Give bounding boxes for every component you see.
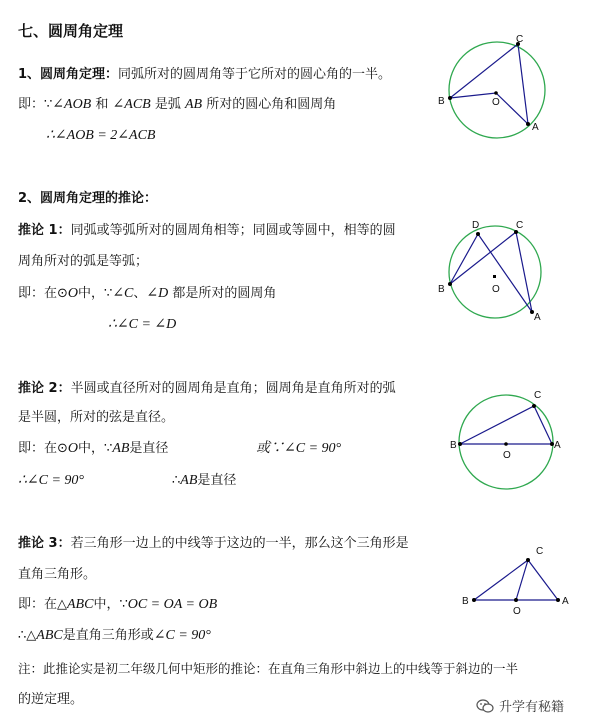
- theorem-ji-line: [18, 96, 336, 114]
- page-title: 七、圆周角定理: [18, 22, 124, 40]
- fig4-label-c: C: [536, 546, 544, 557]
- theorem-conclusion: ∴∠AOB = 2∠ACB: [46, 128, 156, 143]
- fig2-point-o: [493, 275, 496, 278]
- c3-ji-eq: OC = OA = OB: [127, 597, 218, 612]
- fig4-label-o: O: [513, 606, 521, 617]
- fig1-point-a: [526, 122, 530, 126]
- fig3-circle: [459, 395, 553, 489]
- theorem-line: [18, 66, 391, 84]
- c3-ji-abc: ABC: [67, 597, 94, 612]
- fig4-triangle: [474, 560, 558, 600]
- corollary2-label: 推论 2：: [18, 381, 71, 396]
- c1-ji-d: ∠D: [146, 286, 169, 301]
- fig1-point-o: [494, 91, 498, 95]
- fig3-point-b: [458, 442, 462, 446]
- c2-conc2-prefix: ∴: [172, 473, 181, 488]
- corollary3-text1: 若三角形一边上的中线等于这边的一半，那么这个三角形是: [70, 536, 409, 551]
- figure-3-circle: [448, 388, 568, 478]
- fig4-point-b: [472, 598, 476, 602]
- ji-and: 和: [95, 97, 109, 112]
- corollary1-label: 推论 1：: [18, 223, 71, 238]
- c2-ji-mid: 中，∵: [78, 441, 113, 456]
- note-line2: 的逆定理。: [18, 692, 84, 707]
- fig2-label-a: A: [534, 312, 541, 323]
- c2-ji-ab: AB: [112, 441, 130, 456]
- c2-conc2-end: 是直径: [197, 473, 237, 488]
- ji-prefix: 即：∵: [18, 97, 53, 112]
- theorem-heading: 1、圆周角定理：: [18, 67, 119, 82]
- c1-ji-end: 都是所对的圆周角: [172, 286, 277, 301]
- fig3-label-c: C: [534, 390, 542, 401]
- fig3-label-a: A: [554, 440, 561, 451]
- angle-aob: ∠AOB: [52, 97, 92, 112]
- corollary1-text2: 周角所对的弧是等弧；: [18, 254, 149, 269]
- fig4-point-a: [556, 598, 560, 602]
- c2-conc2-ab: AB: [180, 473, 198, 488]
- c3-conc-prefix: ∴△: [18, 628, 37, 643]
- angle-acb: ∠ACB: [112, 97, 151, 112]
- fig2-label-b: B: [438, 284, 445, 295]
- corollary3-ji-line: [18, 596, 217, 614]
- fig2-label-c: C: [516, 220, 524, 231]
- corollary3-line1: [18, 535, 409, 553]
- corollary3-conclusion: [18, 627, 211, 645]
- fig2-point-d: [476, 232, 480, 236]
- corollary1-line1: [18, 222, 396, 240]
- fig2-lines-d: [450, 234, 532, 312]
- arc-ab: AB: [185, 97, 203, 112]
- c1-ji-sep: 、: [133, 286, 147, 301]
- note-line1: 注：此推论实是初二年级几何中矩形的推论：在直角三角形中斜边上的中线等于斜边的一半: [18, 661, 519, 676]
- fig3-lines: [460, 406, 552, 444]
- corollary2-text1: 半圆或直径所对的圆周角是直角；圆周角是直角所对的弧: [70, 381, 396, 396]
- ji-end: 所对的圆心角和圆周角: [206, 97, 337, 112]
- fig4-point-o: [514, 598, 518, 602]
- figure-4-triangle: [456, 540, 586, 620]
- figure-1-circle: [430, 36, 560, 146]
- corollary2-conclusion1: ∴∠C = 90°: [18, 473, 85, 488]
- fig2-label-o: O: [492, 284, 500, 295]
- c1-ji-mid: 中，∵: [78, 286, 113, 301]
- corollary2-line1: [18, 380, 396, 398]
- fig3-point-c: [532, 404, 536, 408]
- c2-ji-o: O: [67, 441, 79, 456]
- c1-ji-prefix: 即：在⊙: [18, 286, 68, 301]
- fig1-point-b: [448, 96, 452, 100]
- fig4-point-c: [526, 558, 530, 562]
- figure-2-circle: [432, 218, 562, 328]
- fig1-label-b: B: [438, 96, 445, 107]
- fig4-label-a: A: [562, 596, 569, 607]
- c2-or-text: 或∵∠C = 90°: [256, 441, 342, 456]
- corollary3-text2: 直角三角形。: [18, 567, 97, 582]
- fig4-median: [516, 560, 528, 600]
- c3-conc-abc: ABC: [36, 628, 63, 643]
- corollary2-conclusion2: [172, 472, 236, 490]
- fig1-circle: [449, 42, 545, 138]
- corollary1-ji-line: [18, 285, 276, 303]
- ji-mid: 是弧: [154, 97, 181, 112]
- fig1-label-a: A: [532, 122, 539, 133]
- fig1-label-c: C: [516, 34, 524, 45]
- fig1-label-o: O: [492, 97, 500, 108]
- c1-ji-c: ∠C: [112, 286, 134, 301]
- watermark-text: 升学有秘籍: [499, 700, 565, 715]
- c1-ji-o: O: [67, 286, 79, 301]
- fig3-label-b: B: [450, 440, 457, 451]
- c2-ji-prefix: 即：在⊙: [18, 441, 68, 456]
- c3-ji-prefix: 即：在△: [18, 597, 67, 612]
- corollary1-text1: 同弧或等弧所对的圆周角相等；同圆或等圆中，相等的圆: [70, 223, 396, 238]
- c3-conc-eq: ∠C = 90°: [153, 628, 211, 643]
- c3-conc-mid: 是直角三角形或: [62, 628, 154, 643]
- fig3-label-o: O: [503, 450, 511, 461]
- corollary1-conclusion: ∴∠C = ∠D: [108, 317, 177, 332]
- fig2-label-d: D: [472, 220, 480, 231]
- fig1-lines: [450, 44, 528, 124]
- c2-ji-end: 是直径: [129, 441, 169, 456]
- theorem-text: 同弧所对的圆周角等于它所对的圆心角的一半。: [118, 67, 392, 82]
- corollary-heading: 2、圆周角定理的推论：: [18, 191, 158, 206]
- fig2-point-b: [448, 282, 452, 286]
- watermark: [476, 696, 564, 715]
- fig4-label-b: B: [462, 596, 469, 607]
- wechat-icon: [476, 698, 494, 714]
- corollary2-or: [256, 440, 341, 458]
- corollary2-ji-line: [18, 440, 168, 458]
- c3-ji-mid: 中，∵: [93, 597, 128, 612]
- corollary2-text2: 是半圆，所对的弦是直径。: [18, 410, 175, 425]
- fig2-lines-c: [450, 232, 532, 312]
- corollary3-label: 推论 3：: [18, 536, 71, 551]
- fig3-point-o: [504, 442, 508, 446]
